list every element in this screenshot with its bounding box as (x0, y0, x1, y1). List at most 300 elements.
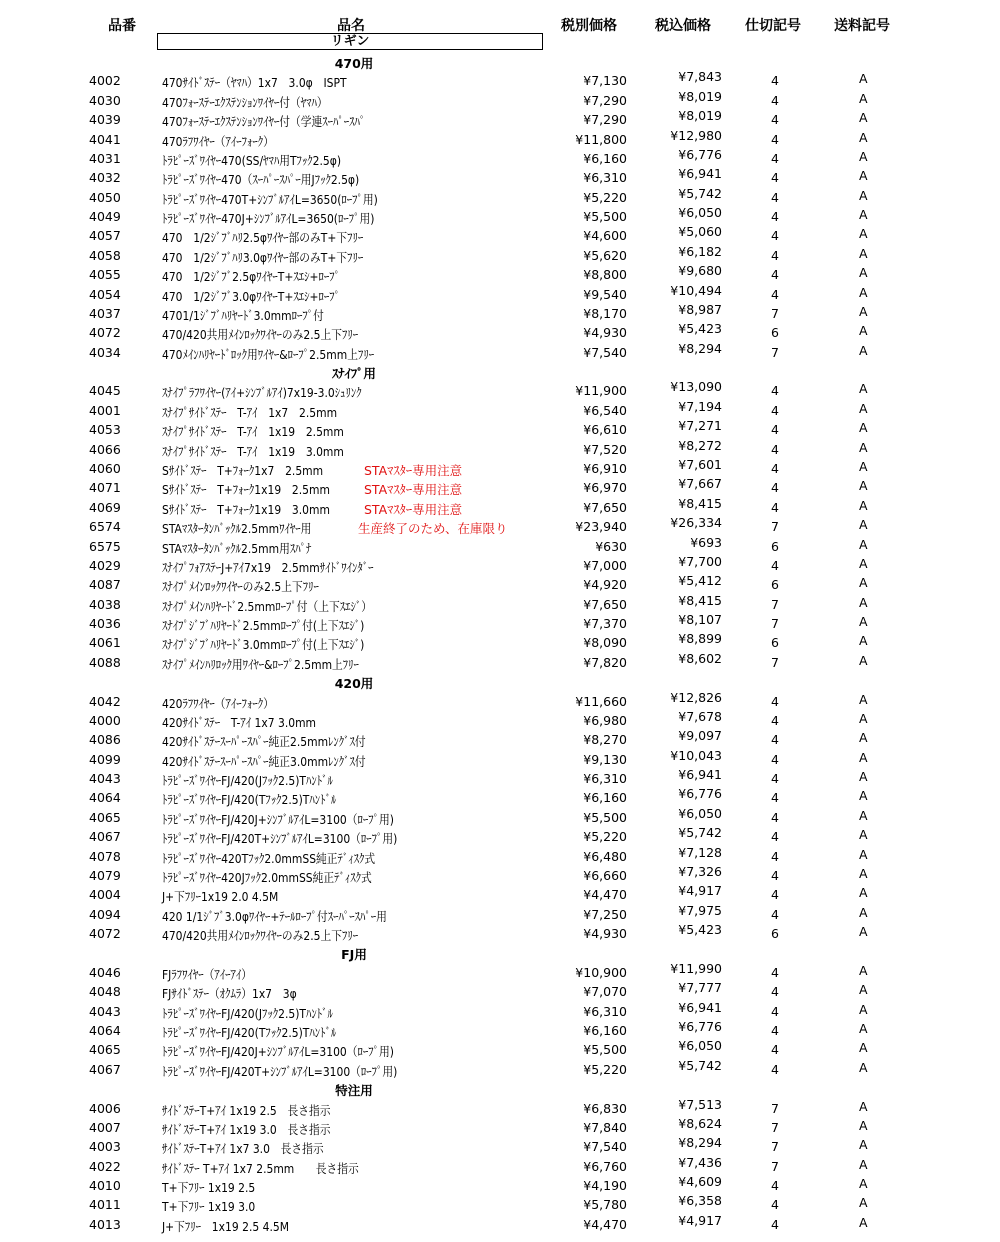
price-excl-tax: ¥5,500 (583, 209, 627, 225)
product-code: 4054 (89, 286, 121, 302)
price-excl-tax: ¥7,290 (583, 92, 627, 108)
shipping-code: A (859, 1156, 868, 1172)
price-incl-tax: ¥5,423 (678, 922, 722, 938)
section-label: ｽﾅｲﾌﾟ用 (332, 366, 376, 382)
product-name: ｽﾅｲﾌﾟﾒｲﾝﾊﾘﾔｰﾄﾞ2.5mmﾛｰﾌﾟ付（上下ｽｴｼﾞ） (162, 598, 373, 614)
table-row (0, 517, 1000, 536)
table-row (0, 340, 1000, 362)
price-incl-tax: ¥10,494 (670, 282, 722, 298)
product-code: 4046 (89, 964, 121, 980)
price-excl-tax: ¥7,650 (583, 499, 627, 515)
table-row (0, 495, 1000, 517)
price-incl-tax: ¥6,941 (678, 166, 722, 182)
product-code: 4038 (89, 596, 121, 612)
table-row (0, 592, 1000, 614)
division-code: 7 (771, 344, 779, 360)
division-code: 4 (771, 790, 779, 806)
division-code: 4 (771, 383, 779, 399)
division-code: 4 (771, 92, 779, 108)
shipping-code: A (859, 982, 868, 998)
product-name: ｽﾅｲﾌﾟﾌｫｱｽﾃｰJ+ｱｲ7x19 2.5mmｻｲﾄﾞﾜｲﾝﾀﾞｰ (162, 559, 374, 575)
product-code: 6575 (89, 538, 121, 554)
price-excl-tax: ¥4,470 (583, 887, 627, 903)
price-incl-tax: ¥13,090 (670, 379, 722, 395)
product-name: ﾄﾗﾋﾟｰｽﾞﾜｲﾔｰ420Jﾌｯｸ2.0mmSS純正ﾃﾞｨｽｸ式 (162, 869, 372, 885)
price-incl-tax: ¥8,294 (678, 340, 722, 356)
section-label: FJ用 (341, 947, 367, 963)
price-incl-tax: ¥11,990 (670, 960, 722, 976)
product-code: 4013 (89, 1216, 121, 1232)
product-code: 4039 (89, 112, 121, 128)
product-code: 4041 (89, 131, 121, 147)
table-row (0, 902, 1000, 924)
product-name: T+下ﾌﾘｰ 1x19 2.5 (162, 1180, 256, 1196)
division-code: 6 (771, 538, 779, 554)
price-incl-tax: ¥8,272 (678, 437, 722, 453)
division-code: 4 (771, 1003, 779, 1019)
table-row (0, 420, 1000, 439)
division-code: 4 (771, 286, 779, 302)
price-incl-tax: ¥7,777 (678, 980, 722, 996)
price-incl-tax: ¥7,678 (678, 708, 722, 724)
price-incl-tax: ¥5,423 (678, 321, 722, 337)
price-incl-tax: ¥6,358 (678, 1193, 722, 1209)
price-excl-tax: ¥7,370 (583, 616, 627, 632)
product-code: 4087 (89, 577, 121, 593)
product-code: 4065 (89, 809, 121, 825)
product-name: 470 1/2ｼﾞﾌﾞ3.0φﾜｲﾔｰT+ｽｴｼ+ﾛｰﾌﾟ (162, 288, 340, 304)
shipping-code: A (859, 652, 868, 668)
section-heading (0, 943, 1000, 962)
price-excl-tax: ¥4,930 (583, 325, 627, 341)
shipping-code: A (859, 381, 868, 397)
price-incl-tax: ¥8,602 (678, 650, 722, 666)
division-code: 4 (771, 499, 779, 515)
shipping-code: A (859, 517, 868, 533)
division-code: 4 (771, 228, 779, 244)
product-name: ﾄﾗﾋﾟｰｽﾞﾜｲﾔｰ470（ｽｰﾊﾟｰｽﾊﾟｰ用Jﾌｯｸ2.5φ) (162, 172, 360, 188)
product-name: ｽﾅｲﾌﾟｼﾞﾌﾞﾊﾘﾔｰﾄﾞ3.0mmﾛｰﾌﾟ付(上下ｽｴｼﾞ) (162, 637, 365, 653)
division-code: 4 (771, 693, 779, 709)
product-name: J+下ﾌﾘｰ1x19 2.0 4.5M (162, 889, 279, 905)
division-code: 4 (771, 441, 779, 457)
price-incl-tax: ¥6,941 (678, 767, 722, 783)
price-incl-tax: ¥7,271 (678, 418, 722, 434)
division-code: 4 (771, 557, 779, 573)
price-excl-tax: ¥9,130 (583, 751, 627, 767)
shipping-code: A (859, 265, 868, 281)
division-code: 4 (771, 112, 779, 128)
product-name: ﾄﾗﾋﾟｰｽﾞﾜｲﾔｰ470(SS/ﾔﾏﾊ用Tﾌｯｸ2.5φ) (162, 152, 342, 168)
shipping-code: A (859, 749, 868, 765)
product-code: 4011 (89, 1197, 121, 1213)
product-name: ｽﾅｲﾌﾟﾒｲﾝﾊﾘﾛｯｸ用ﾜｲﾔｰ&ﾛｰﾌﾟ2.5mm上ﾌﾘｰ (162, 656, 359, 672)
price-incl-tax: ¥4,917 (678, 1212, 722, 1228)
product-code: 4067 (89, 829, 121, 845)
product-name: ｽﾅｲﾌﾟｻｲﾄﾞｽﾃｰ T-ｱｲ 1x19 2.5mm (162, 424, 344, 440)
product-code: 4050 (89, 189, 121, 205)
product-note: STAﾏｽﾀｰ専用注意 (364, 482, 463, 498)
product-name: ｻｲﾄﾞｽﾃｰT+ｱｲ 1x19 3.0 長さ指示 (162, 1121, 331, 1137)
header-price-ex: 税別価格 (561, 18, 617, 34)
price-incl-tax: ¥6,050 (678, 205, 722, 221)
shipping-code: A (859, 962, 868, 978)
price-excl-tax: ¥6,160 (583, 150, 627, 166)
shipping-code: A (859, 691, 868, 707)
section-heading (0, 362, 1000, 381)
price-incl-tax: ¥6,776 (678, 786, 722, 802)
table-row (0, 1115, 1000, 1137)
product-code: 4048 (89, 984, 121, 1000)
product-name: ｽﾅｲﾌﾟｼﾞﾌﾞﾊﾘﾔｰﾄﾞ2.5mmﾛｰﾌﾟ付(上下ｽｴｼﾞ) (162, 618, 365, 634)
table-row (0, 924, 1000, 943)
product-name: 470 1/2ｼﾞﾌﾞﾊﾘ2.5φﾜｲﾔｰ部のみT+下ﾌﾘｰ (162, 230, 364, 246)
product-name: 420 1/1ｼﾞﾌﾞ3.0φﾜｲﾔｰ+ﾃｰﾙﾛｰﾌﾟ付ｽｰﾊﾟｰｽﾊﾟｰ用 (162, 908, 387, 924)
product-code: 4001 (89, 402, 121, 418)
price-excl-tax: ¥6,310 (583, 170, 627, 186)
shipping-code: A (859, 323, 868, 339)
product-name: 470ﾗﾌﾜｲﾔｰ（ｱｲｰﾌｫｰｸ） (162, 133, 274, 149)
shipping-code: A (859, 865, 868, 881)
product-code: 4006 (89, 1100, 121, 1116)
shipping-code: A (859, 168, 868, 184)
price-excl-tax: ¥5,220 (583, 189, 627, 205)
division-code: 7 (771, 1158, 779, 1174)
product-name: 420ﾗﾌﾜｲﾔｰ（ｱｲｰﾌｫｰｸ） (162, 695, 274, 711)
division-code: 4 (771, 1197, 779, 1213)
section-label: 470用 (334, 56, 374, 71)
table-row (0, 1040, 1000, 1059)
price-incl-tax: ¥8,019 (678, 88, 722, 104)
price-excl-tax: ¥4,600 (583, 228, 627, 244)
price-incl-tax: ¥9,097 (678, 728, 722, 744)
table-row (0, 1154, 1000, 1176)
product-code: 4072 (89, 926, 121, 942)
header-name: 品名 (337, 18, 365, 34)
price-excl-tax: ¥6,970 (583, 480, 627, 496)
product-code: 4072 (89, 325, 121, 341)
table-row (0, 863, 1000, 885)
division-code: 4 (771, 1023, 779, 1038)
table-row (0, 398, 1000, 420)
product-name: 420ｻｲﾄﾞｽﾃｰｽｰﾊﾟｰｽﾊﾟｰ純正3.0mmﾚﾝｸﾞｽ付 (162, 753, 366, 769)
division-code: 4 (771, 480, 779, 496)
product-code: 4079 (89, 867, 121, 883)
division-code: 7 (771, 1119, 779, 1135)
product-code: 4058 (89, 247, 121, 263)
product-name: ﾄﾗﾋﾟｰｽﾞﾜｲﾔｰFJ/420J+ｼﾝﾌﾞﾙｱｲL=3100（ﾛｰﾌﾟ用) (162, 1044, 394, 1060)
product-code: 4043 (89, 1003, 121, 1019)
price-excl-tax: ¥6,160 (583, 1023, 627, 1038)
division-code: 7 (771, 596, 779, 612)
shipping-code: A (859, 420, 868, 436)
product-name: 470ﾌｫｰｽﾃｰｴｸｽﾃﾝｼｮﾝﾜｲﾔｰ付（学連ｽｰﾊﾟｰｽﾊﾟ (162, 114, 366, 130)
shipping-code: A (859, 71, 868, 87)
shipping-code: A (859, 555, 868, 571)
product-note: STAﾏｽﾀｰ専用注意 (364, 501, 463, 517)
shipping-code: A (859, 1021, 868, 1036)
price-excl-tax: ¥23,940 (575, 519, 627, 535)
division-code: 4 (771, 1042, 779, 1058)
division-code: 4 (771, 1216, 779, 1232)
product-code: 4066 (89, 441, 121, 457)
price-excl-tax: ¥6,980 (583, 712, 627, 728)
product-code: 4032 (89, 170, 121, 186)
product-code: 4045 (89, 383, 121, 399)
shipping-code: A (859, 497, 868, 513)
table-row (0, 110, 1000, 129)
division-code: 4 (771, 422, 779, 438)
product-name: 470/420共用ﾒｲﾝﾛｯｸﾜｲﾔｰのみ2.5上下ﾌﾘｰ (162, 327, 359, 343)
price-excl-tax: ¥8,800 (583, 267, 627, 283)
product-code: 4067 (89, 1061, 121, 1077)
table-row (0, 243, 1000, 265)
price-incl-tax: ¥6,050 (678, 805, 722, 821)
price-excl-tax: ¥11,660 (575, 693, 627, 709)
price-excl-tax: ¥4,930 (583, 926, 627, 942)
product-note: STAﾏｽﾀｰ専用注意 (364, 462, 463, 478)
product-name: ｽﾅｲﾌﾟﾗﾌﾜｲﾔｰ(ｱｲ+ｼﾝﾌﾞﾙｱｲ)7x19-3.0ｼｭﾘﾝｸ (162, 385, 362, 401)
price-incl-tax: ¥9,680 (678, 263, 722, 279)
price-excl-tax: ¥6,830 (583, 1100, 627, 1116)
table-row (0, 185, 1000, 207)
product-name: ﾄﾗﾋﾟｰｽﾞﾜｲﾔｰ470T+ｼﾝﾌﾞﾙｱｲL=3650(ﾛｰﾌﾟ用) (162, 191, 378, 207)
price-excl-tax: ¥10,900 (575, 964, 627, 980)
table-row (0, 1137, 1000, 1156)
shipping-code: A (859, 1098, 868, 1114)
shipping-code: A (859, 284, 868, 300)
price-excl-tax: ¥5,220 (583, 829, 627, 845)
shipping-code: A (859, 110, 868, 126)
division-code: 4 (771, 887, 779, 903)
price-excl-tax: ¥6,310 (583, 1003, 627, 1019)
division-code: 4 (771, 906, 779, 922)
price-incl-tax: ¥8,987 (678, 301, 722, 317)
product-name: ﾄﾗﾋﾟｰｽﾞﾜｲﾔｰFJ/420T+ｼﾝﾌﾞﾙｱｲL=3100（ﾛｰﾌﾟ用) (162, 1063, 398, 1079)
price-incl-tax: ¥6,776 (678, 146, 722, 162)
price-excl-tax: ¥11,900 (575, 383, 627, 399)
table-row (0, 769, 1000, 788)
division-code: 7 (771, 519, 779, 535)
section-heading (0, 52, 1000, 71)
division-code: 7 (771, 1139, 779, 1155)
shipping-code: A (859, 536, 868, 552)
table-row (0, 999, 1000, 1021)
shipping-code: A (859, 1195, 868, 1211)
price-incl-tax: ¥6,050 (678, 1038, 722, 1054)
product-name: 470ﾒｲﾝﾊﾘﾔｰﾄﾞﾛｯｸ用ﾜｲﾔｰ&ﾛｰﾌﾟ2.5mm上ﾌﾘｰ (162, 346, 375, 362)
division-code: 6 (771, 635, 779, 651)
price-excl-tax: ¥11,800 (575, 131, 627, 147)
table-row (0, 575, 1000, 594)
price-excl-tax: ¥6,660 (583, 867, 627, 883)
shipping-code: A (859, 90, 868, 106)
table-row (0, 614, 1000, 633)
division-code: 4 (771, 267, 779, 283)
product-name: ﾄﾗﾋﾟｰｽﾞﾜｲﾔｰ470J+ｼﾝﾌﾞﾙｱｲL=3650(ﾛｰﾌﾟ用) (162, 211, 375, 227)
product-code: 4086 (89, 732, 121, 748)
product-code: 4088 (89, 654, 121, 670)
division-code: 7 (771, 616, 779, 632)
division-code: 6 (771, 577, 779, 593)
table-row (0, 146, 1000, 168)
table-row (0, 323, 1000, 342)
price-excl-tax: ¥7,070 (583, 984, 627, 1000)
product-code: 4060 (89, 460, 121, 476)
shipping-code: A (859, 769, 868, 785)
section-label: 420用 (334, 676, 374, 692)
price-excl-tax: ¥8,270 (583, 732, 627, 748)
product-name: J+下ﾌﾘｰ 1x19 2.5 4.5M (162, 1218, 289, 1234)
product-name: STAﾏｽﾀｰﾀﾝﾊﾞｯｸﾙ2.5mm用ｽﾊﾟﾅ (162, 540, 312, 556)
division-code: 7 (771, 654, 779, 670)
shipping-code: A (859, 846, 868, 862)
price-excl-tax: ¥5,220 (583, 1061, 627, 1077)
price-incl-tax: ¥7,975 (678, 902, 722, 918)
product-code: 4004 (89, 887, 121, 903)
price-incl-tax: ¥8,107 (678, 612, 722, 628)
product-code: 4094 (89, 906, 121, 922)
price-incl-tax: ¥4,917 (678, 883, 722, 899)
table-row (0, 437, 1000, 459)
shipping-code: A (859, 400, 868, 416)
table-row (0, 805, 1000, 827)
price-excl-tax: ¥4,920 (583, 577, 627, 593)
product-name: ｽﾅｲﾌﾟﾒｲﾝﾛｯｸﾜｲﾔｰのみ2.5上下ﾌﾘｰ (162, 579, 319, 595)
price-excl-tax: ¥7,540 (583, 1139, 627, 1155)
shipping-code: A (859, 303, 868, 319)
product-code: 4003 (89, 1139, 121, 1155)
division-code: 4 (771, 150, 779, 166)
price-excl-tax: ¥7,250 (583, 906, 627, 922)
table-row (0, 127, 1000, 149)
division-code: 4 (771, 829, 779, 845)
product-code: 4071 (89, 480, 121, 496)
price-excl-tax: ¥5,620 (583, 247, 627, 263)
price-excl-tax: ¥5,500 (583, 809, 627, 825)
product-code: 4064 (89, 1023, 121, 1038)
product-name: 470 1/2ｼﾞﾌﾞ2.5φﾜｲﾔｰT+ｽｴｼ+ﾛｰﾌﾟ (162, 269, 340, 285)
header-division: 仕切記号 (745, 18, 801, 34)
division-code: 4 (771, 460, 779, 476)
product-name: FJﾗﾌﾜｲﾔｰ（ｱｲｰｱｲ） (162, 966, 252, 982)
shipping-code: A (859, 458, 868, 474)
division-code: 7 (771, 305, 779, 321)
shipping-code: A (859, 1117, 868, 1133)
product-name: 420ｻｲﾄﾞｽﾃｰ T-ｱｲ 1x7 3.0mm (162, 714, 317, 730)
product-name: 4701/1ｼﾞﾌﾞﾊﾘﾔｰﾄﾞ3.0mmﾛｰﾌﾟ付 (162, 307, 324, 323)
price-incl-tax: ¥7,194 (678, 398, 722, 414)
price-incl-tax: ¥8,899 (678, 631, 722, 647)
division-code: 6 (771, 926, 779, 942)
price-incl-tax: ¥693 (690, 534, 722, 550)
table-row (0, 1212, 1000, 1234)
shipping-code: A (859, 885, 868, 901)
division-code: 4 (771, 751, 779, 767)
table-row (0, 553, 1000, 575)
product-name: ｻｲﾄﾞｽﾃｰT+ｱｲ 1x19 2.5 長さ指示 (162, 1102, 331, 1118)
price-incl-tax: ¥4,609 (678, 1174, 722, 1190)
product-code: 4078 (89, 848, 121, 864)
division-code: 4 (771, 867, 779, 883)
table-row (0, 960, 1000, 982)
price-incl-tax: ¥8,415 (678, 495, 722, 511)
shipping-code: A (859, 594, 868, 610)
product-name: FJｻｲﾄﾞｽﾃｰ（ｵｸﾑﾗ）1x7 3φ (162, 986, 297, 1002)
shipping-code: A (859, 187, 868, 203)
table-row (0, 1096, 1000, 1118)
table-row (0, 226, 1000, 245)
product-code: 4042 (89, 693, 121, 709)
shipping-code: A (859, 904, 868, 920)
table-row (0, 827, 1000, 846)
table-row (0, 71, 1000, 90)
table-row (0, 708, 1000, 730)
product-name: ﾄﾗﾋﾟｰｽﾞﾜｲﾔｰFJ/420(Tﾌｯｸ2.5)Tﾊﾝﾄﾞﾙ (162, 792, 337, 808)
product-code: 4053 (89, 422, 121, 438)
price-incl-tax: ¥7,326 (678, 863, 722, 879)
product-code: 6574 (89, 519, 121, 535)
product-code: 4069 (89, 499, 121, 515)
price-incl-tax: ¥6,941 (678, 999, 722, 1015)
price-incl-tax: ¥5,742 (678, 825, 722, 841)
price-incl-tax: ¥8,624 (678, 1115, 722, 1131)
product-code: 4007 (89, 1119, 121, 1135)
table-row (0, 1176, 1000, 1195)
price-excl-tax: ¥5,500 (583, 1042, 627, 1058)
product-code: 4030 (89, 92, 121, 108)
table-row (0, 456, 1000, 478)
division-code: 7 (771, 1100, 779, 1116)
price-incl-tax: ¥7,436 (678, 1154, 722, 1170)
division-code: 4 (771, 732, 779, 748)
price-incl-tax: ¥7,700 (678, 553, 722, 569)
product-code: 4002 (89, 73, 121, 89)
table-row (0, 301, 1000, 323)
table-row (0, 1195, 1000, 1214)
shipping-code: A (859, 226, 868, 242)
table-row (0, 534, 1000, 556)
division-code: 4 (771, 964, 779, 980)
product-name: 470 1/2ｼﾞﾌﾞﾊﾘ3.0φﾜｲﾔｰ部のみT+下ﾌﾘｰ (162, 249, 364, 265)
division-code: 4 (771, 809, 779, 825)
price-excl-tax: ¥6,540 (583, 402, 627, 418)
price-excl-tax: ¥9,540 (583, 286, 627, 302)
shipping-code: A (859, 1176, 868, 1192)
price-excl-tax: ¥6,310 (583, 771, 627, 787)
price-incl-tax: ¥26,334 (670, 515, 722, 531)
shipping-code: A (859, 710, 868, 726)
product-name: 470ｻｲﾄﾞｽﾃｰ（ﾔﾏﾊ）1x7 3.0φ ISPT (162, 75, 347, 91)
product-code: 4057 (89, 228, 121, 244)
shipping-code: A (859, 148, 868, 164)
price-excl-tax: ¥6,480 (583, 848, 627, 864)
product-code: 4043 (89, 771, 121, 787)
price-excl-tax: ¥7,130 (583, 73, 627, 89)
price-excl-tax: ¥6,910 (583, 460, 627, 476)
division-code: 4 (771, 170, 779, 186)
product-code: 4029 (89, 557, 121, 573)
price-excl-tax: ¥7,820 (583, 654, 627, 670)
table-row (0, 1057, 1000, 1079)
price-incl-tax: ¥12,826 (670, 689, 722, 705)
table-row (0, 982, 1000, 1001)
price-excl-tax: ¥5,780 (583, 1197, 627, 1213)
price-incl-tax: ¥12,980 (670, 127, 722, 143)
product-name: ﾄﾗﾋﾟｰｽﾞﾜｲﾔｰFJ/420(Tﾌｯｸ2.5)Tﾊﾝﾄﾞﾙ (162, 1025, 337, 1040)
price-excl-tax: ¥6,160 (583, 790, 627, 806)
shipping-code: A (859, 1214, 868, 1230)
